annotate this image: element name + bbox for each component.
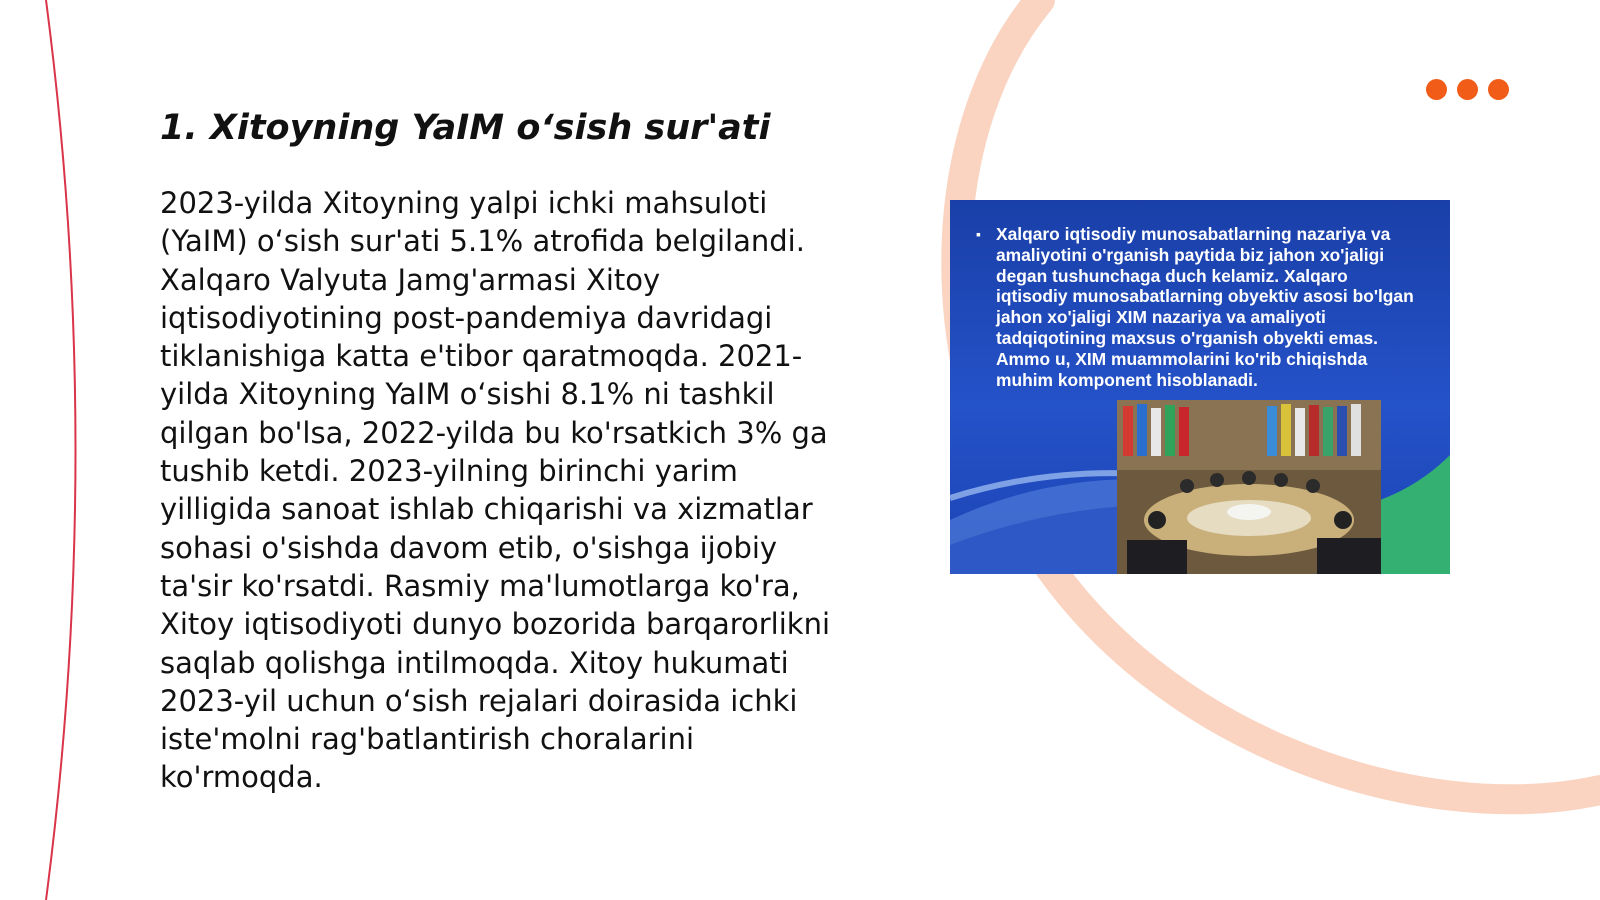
dot-icon xyxy=(1488,79,1509,100)
image-bullet-list xyxy=(976,224,1424,390)
menu-dots xyxy=(1426,79,1509,100)
meeting-photo-icon xyxy=(1117,400,1381,574)
dot-icon xyxy=(1426,79,1447,100)
left-red-curve xyxy=(46,0,76,900)
image-bullet-text: ▪ Xalqaro iqtisodiy munosabatlarning nazariya va amaliyotini o'rganish paytida biz jahon xo'jaligi degan tushunchaga duch kelamiz. Xalqaro iqtisodiy munosabatlarning obyektiv asosi bo'lgan jahon xo'jaligi XIM nazariya va amaliyoti tadqiqotining maxsus o'rganish obyekti emas. Ammo u, XIM muammolarini ko'rib chiqishda muhim komponent hisoblanadi. xyxy=(976,224,1424,390)
slide-title: 1. Xitoyning YaIM o‘sish sur'ati xyxy=(160,108,771,148)
slide-paragraph: 2023-yilda Xitoyning yalpi ichki mahsuloti (YaIM) o‘sish sur'ati 5.1% atrofida belgilandi. Xalqaro Valyuta Jamg'armasi Xitoy iqtisodiyotining post-pandemiya davridagi tiklanishiga katta e'tibor qaratmoqda. 2021-yilda Xitoyning YaIM o‘sishi 8.1% ni tashkil qilgan bo'lsa, 2022-yilda bu ko'rsatkich 3% ga tushib ketdi. 2023-yilning birinchi yarim yilligida sanoat ishlab chiqarishi va xizmatlar sohasi o'sishda davom etib, o'sishga ijobiy ta'sir ko'rsatdi. Rasmiy ma'lumotlarga ko'ra, Xitoy iqtisodiyoti dunyo bozorida barqarorlikni saqlab qolishga intilmoqda. Xitoy hukumati 2023-yil uchun o‘sish rejalari doirasida ichki iste'molni rag'batlantirish choralarini ko'rmoqda. xyxy=(160,186,831,795)
dot-icon xyxy=(1457,79,1478,100)
embedded-slide-image xyxy=(950,200,1450,574)
